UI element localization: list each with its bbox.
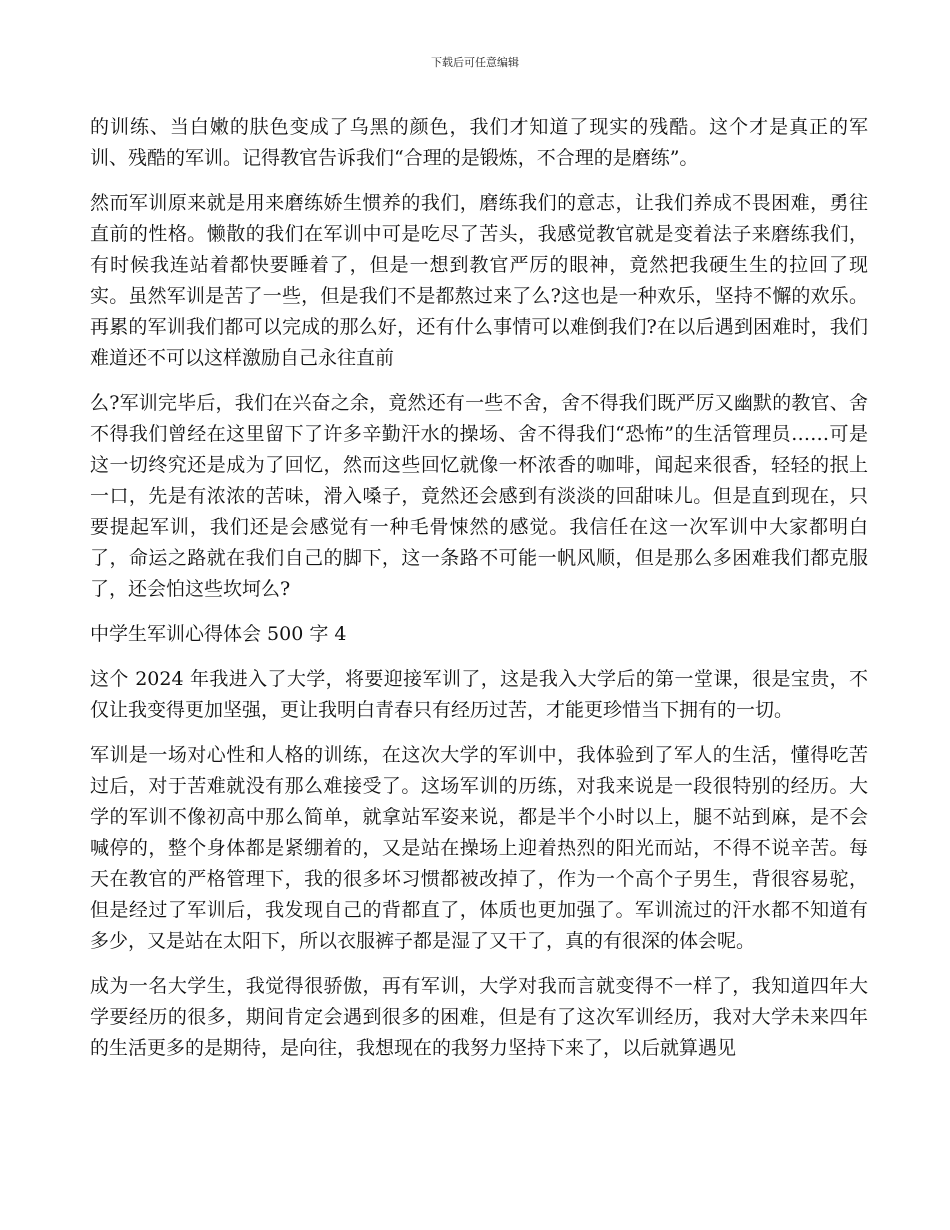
paragraph-3: 么?军训完毕后，我们在兴奋之余，竟然还有一些不舍，舍不得我们既严厉又幽默的教官、舍不得我们曾经在这里留下了许多辛勤汗水的操场、舍不得我们“恐怖”的生活管理员……可是这一切终究还是成为了回忆，然而这些回忆就像一杯浓香的咖啡，闻起来很香，轻轻的抿上一口，先是有浓浓的苦味，滑入嗓子，竟然还会感到有淡淡的回甜味儿。但是直到现在，只要提起军训，我们还是会感觉有一种毛骨悚然的感觉。我信任在这一次军训中大家都明白了，命运之路就在我们自己的脚下，这一条路不可能一帆风顺，但是那么多困难我们都克服了，还会怕这些坎坷么? [90,392,868,600]
paragraph-5: 军训是一场对心性和人格的训练，在这次大学的军训中，我体验到了军人的生活，懂得吃苦过后，对于苦难就没有那么难接受了。这场军训的历练，对我来说是一段很特别的经历。大学的军训不像初高中那么简单，就拿站军姿来说，都是半个小时以上，腿不站到麻，是不会喊停的，整个身体都是紧绷着的，又是站在操场上迎着热烈的阳光而站，不得不说辛苦。每天在教官的严格管理下，我的很多坏习惯都被改掉了，作为一个高个子男生，背很容易驼，但是经过了军训后，我发现自己的背都直了，体质也更加强了。军训流过的汗水都不知道有多少，又是站在太阳下，所以衣服裤子都是湿了又干了，真的有很深的体会呢。 [90,744,868,952]
section-heading: 中学生军训心得体会 500 字 4 [90,623,347,645]
paragraph-4: 这个 2024 年我进入了大学，将要迎接军训了，这是我入大学后的第一堂课，很是宝贵，不仅让我变得更加坚强，更让我明白青春只有经历过苦，才能更珍惜当下拥有的一切。 [90,668,868,721]
paragraph-6: 成为一名大学生，我觉得很骄傲，再有军训，大学对我而言就变得不一样了，我知道四年大学要经历的很多，期间肯定会遇到很多的困难，但是有了这次军训经历，我对大学未来四年的生活更多的是期待，是向往，我想现在的我努力坚持下来了，以后就算遇见 [90,975,868,1059]
paragraph-2: 然而军训原来就是用来磨练娇生惯养的我们，磨练我们的意志，让我们养成不畏困难，勇往直前的性格。懒散的我们在军训中可是吃尽了苦头，我感觉教官就是变着法子来磨练我们，有时候我连站着都快要睡着了，但是一想到教官严厉的眼神，竟然把我硬生生的拉回了现实。虽然军训是苦了一些，但是我们不是都熬过来了么?这也是一种欢乐，坚持不懈的欢乐。再累的军训我们都可以完成的那么好，还有什么事情可以难倒我们?在以后遇到困难时，我们难道还不可以这样激励自己永往直前 [90,192,868,369]
paragraph-1: 的训练、当白嫩的肤色变成了乌黑的颜色，我们才知道了现实的残酷。这个才是真正的军训、残酷的军训。记得教官告诉我们“合理的是锻炼，不合理的是磨练”。 [90,116,868,169]
page-header: 下载后可任意编辑 [431,56,519,69]
document-body [90,112,868,1078]
